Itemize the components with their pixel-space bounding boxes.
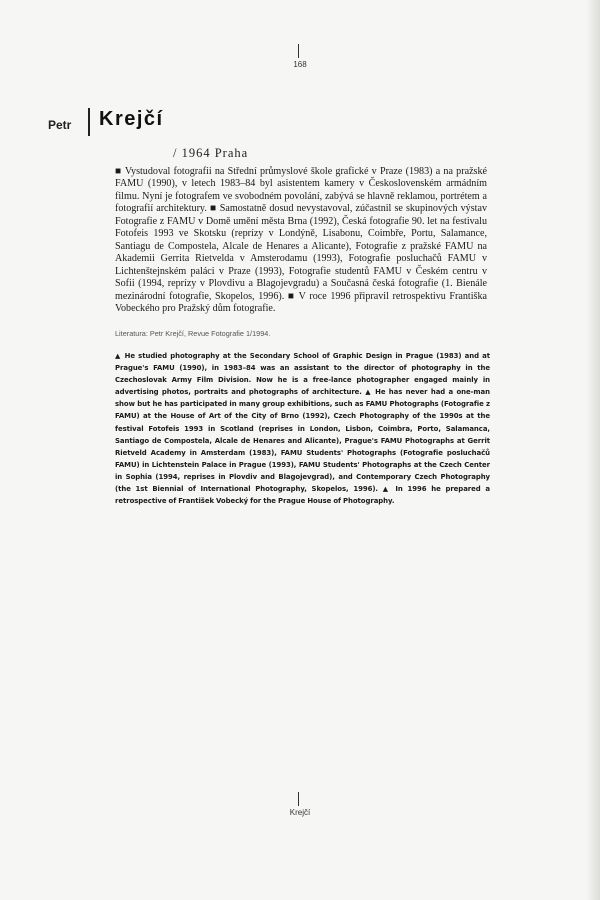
birth-year-place: / 1964 Praha	[173, 146, 249, 160]
page-edge	[586, 0, 600, 900]
literature-reference: Literatura: Petr Krejčí, Revue Fotografie 1/1994.	[115, 329, 271, 338]
last-name: Krejčí	[99, 108, 164, 130]
square-marker-icon: ■	[209, 203, 217, 215]
page-number: 168	[293, 60, 307, 69]
square-marker-icon: ■	[115, 166, 122, 177]
english-bio-segment: He has never had a one-man show but he has participated in many group exhibitions, such as FAMU Photographs (Fotografie z FAMU) at the House of Art of the City of Brno (1992), Czech Photography of the 1990s at the festival Fotofeis 1993 in Scotland (reprises in London, Lisbon, Coimbra, Porto, Salamanca, Santiago de Compostela, Alcale de Henares and Alicante), Prague's FAMU Photographs at Gerrit Rietveld Academy in Amsterdam (1983), FAMU Students' Photographs (Fotografie posluchačů FAMU) in Lichtenstein Palace in Prague (1993), FAMU Students' Photographs at the Czech Center in Sophia (1994, reprises in Plovdiv and Blagojevgrad), and Contemporary Czech Photography (the 1st Biennial of International Photography, Skopelos, 1996).	[115, 388, 491, 494]
page-number-rule	[298, 44, 299, 58]
czech-bio-segment: V roce 1996 připravil retrospektivu Františka Vobeckého pro Pražský dům fotografie.	[115, 290, 487, 314]
czech-bio-segment: Samostatně dosud nevystavoval, zúčastnil se skupinových výstav Fotografie z FAMU v Domě umění města Brna (1992), Česká fotografie 90. let na festivalu Fotofeis 1993 ve Skotsku (reprízy v Londýně, Lisabonu, Coimbře, Portu, Salamance, Santiagu de Compostela, Alcale de Henares a Alicante), Fotografie z pražské FAMU na Akademii Gerrita Rietvelda v Amsterodamu (1993), Fotografie posluchačů FAMU v Lichtenštejnském paláci v Praze (1993), Fotografie studentů FAMU v Českém centru v Sofii (1994, reprízy v Plovdivu a Blagojevgradu) a Současná česká fotografie (1. Bienále mezinárodní fotografie, Skopelos, 1996).	[115, 203, 487, 302]
czech-bio-segment: Vystudoval fotografii na Střední průmyslové škole grafické v Praze (1983) a na pražské FAMU (1990), v letech 1983–84 byl asistentem kamery v Československém armádním filmu. Nyní je fotografem ve svobodném povolání, zabývá se hlavně reklamou, portrétem a fotografií architektury.	[115, 166, 488, 215]
triangle-marker-icon: ▲	[382, 485, 391, 494]
triangle-marker-icon: ▲	[115, 352, 122, 360]
footer-rule	[298, 792, 299, 806]
english-biography	[115, 350, 490, 507]
square-marker-icon: ■	[287, 290, 296, 302]
czech-biography	[115, 166, 487, 315]
name-divider	[88, 108, 90, 136]
english-bio-segment: He studied photography at the Secondary School of Graphic Design in Prague (1983) and at Prague's FAMU (1990), in 1983–84 was an assistant to the director of photography in the Czechoslovak Army Film Division. Now he is a free-lance photographer engaged mainly in advertising photos, portraits and photographs of architecture.	[115, 352, 491, 397]
first-name: Petr	[48, 118, 72, 132]
english-bio-segment: In 1996 he prepared a retrospective of František Vobecký for the Prague House of Photography.	[115, 485, 490, 506]
triangle-marker-icon: ▲	[365, 388, 372, 397]
footer-name: Krejčí	[289, 808, 311, 817]
